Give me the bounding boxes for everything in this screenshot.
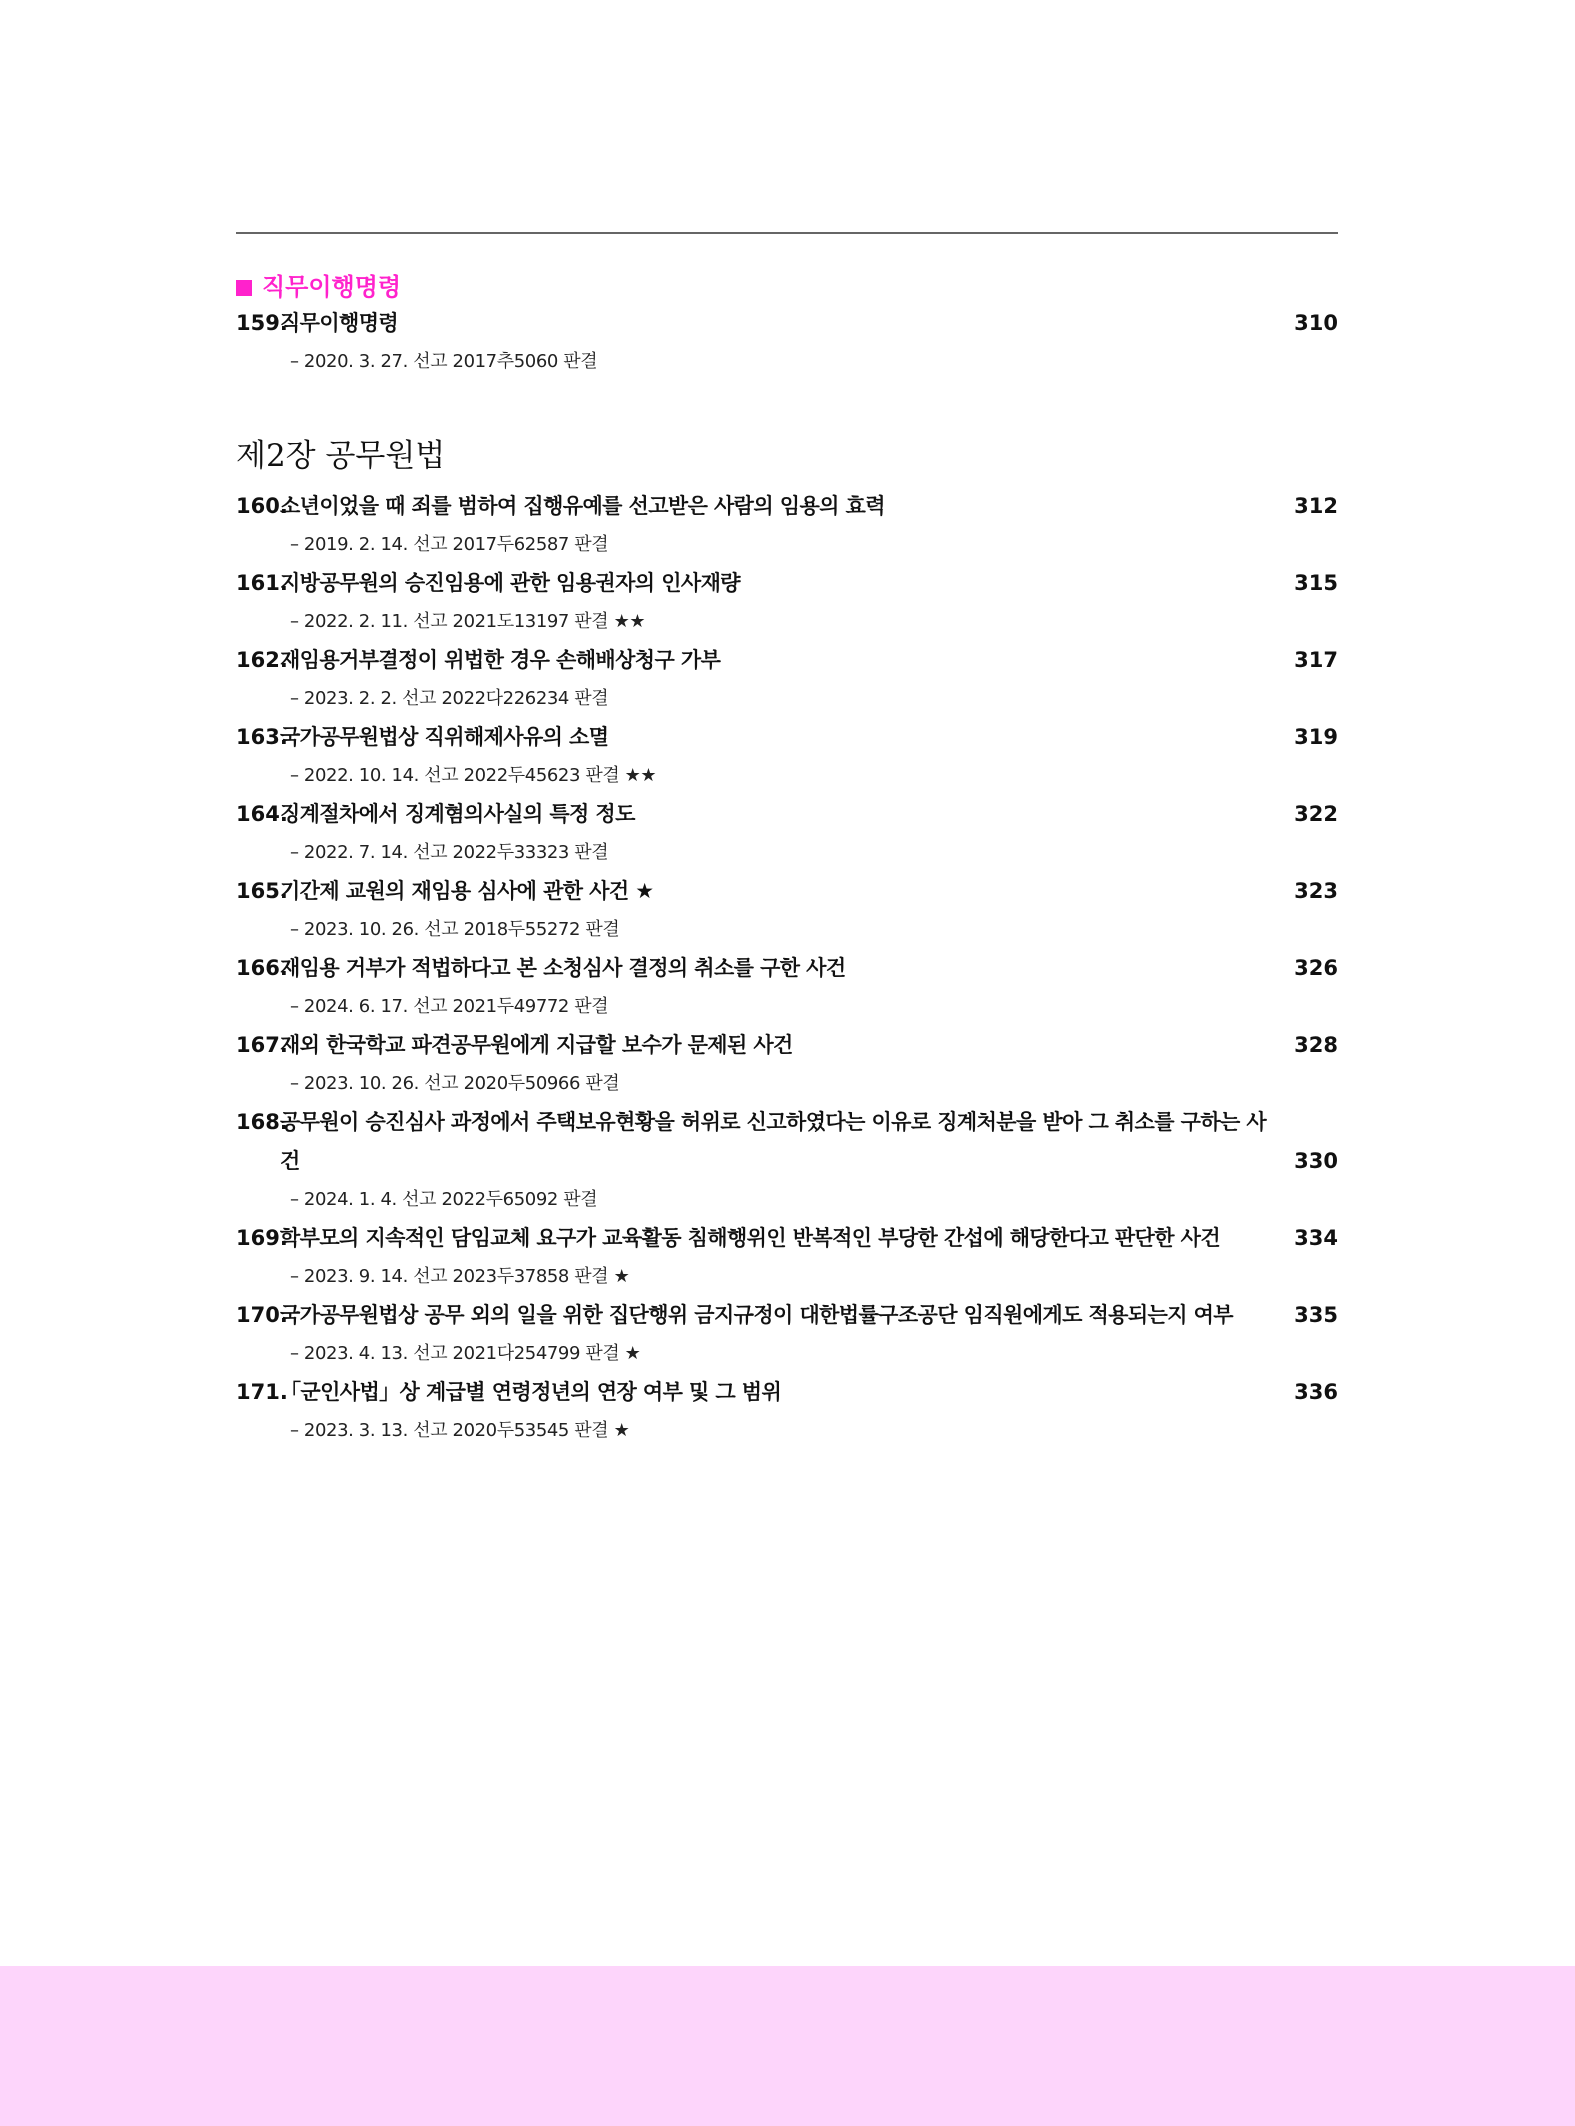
entry-citation: – 2024. 6. 17. 선고 2021두49772 판결 [290,996,609,1017]
entry-title: 징계절차에서 징계혐의사실의 특정 정도 [280,802,635,826]
entry-page-number: 315 [1294,571,1338,595]
toc-entry[interactable] [236,304,1338,381]
entry-title: 직무이행명령 [280,311,399,335]
entry-page-number: 330 [1294,1149,1338,1173]
entry-citation: – 2023. 4. 13. 선고 2021다254799 판결 ★ [290,1343,641,1364]
entry-title: 소년이었을 때 죄를 범하여 집행유예를 선고받은 사람의 임용의 효력 [280,494,885,518]
toc-entry[interactable] [236,487,1338,564]
footer-band [0,1966,1575,2126]
entry-number: 160. [236,494,288,518]
entry-title: 「군인사법」상 계급별 연령정년의 연장 여부 및 그 범위 [280,1380,782,1404]
entry-page-number: 322 [1294,802,1338,826]
entry-number: 168. [236,1110,288,1134]
entry-number: 161. [236,571,288,595]
entry-citation: – 2024. 1. 4. 선고 2022두65092 판결 [290,1189,598,1210]
entry-page-number: 328 [1294,1033,1338,1057]
entry-page-number: 336 [1294,1380,1338,1404]
entry-number: 165. [236,879,288,903]
entry-page-number: 317 [1294,648,1338,672]
entry-page-number: 310 [1294,311,1338,335]
square-bullet-icon [236,280,252,296]
entry-citation: – 2020. 3. 27. 선고 2017추5060 판결 [290,351,598,372]
entry-title: 재임용 거부가 적법하다고 본 소청심사 결정의 취소를 구한 사건 [280,956,846,980]
toc-entry[interactable] [236,1026,1338,1103]
entry-page-number: 323 [1294,879,1338,903]
entry-citation: – 2023. 9. 14. 선고 2023두37858 판결 ★ [290,1266,630,1287]
entry-page-number: 335 [1294,1303,1338,1327]
toc-entry[interactable] [236,1296,1338,1373]
entry-title: 공무원이 승진심사 과정에서 주택보유현황을 허위로 신고하였다는 이유로 징계처분을 받아 그 취소를 구하는 사건 [280,1110,1267,1173]
toc-entry[interactable] [236,1219,1338,1296]
entry-citation: – 2022. 7. 14. 선고 2022두33323 판결 [290,842,609,863]
entry-title: 국가공무원법상 직위해제사유의 소멸 [280,725,609,749]
entry-title: 국가공무원법상 공무 외의 일을 위한 집단행위 금지규정이 대한법률구조공단 임직원에게도 적용되는지 여부 [280,1303,1233,1327]
section-entry-list [236,304,1338,381]
entry-page-number: 312 [1294,494,1338,518]
entry-citation: – 2019. 2. 14. 선고 2017두62587 판결 [290,534,609,555]
entry-page-number: 319 [1294,725,1338,749]
entry-number: 164. [236,802,288,826]
entry-title: 재외 한국학교 파견공무원에게 지급할 보수가 문제된 사건 [280,1033,793,1057]
entry-number: 170. [236,1303,288,1327]
toc-entry[interactable] [236,564,1338,641]
entry-number: 163. [236,725,288,749]
toc-entry[interactable] [236,1373,1338,1450]
entry-citation: – 2023. 3. 13. 선고 2020두53545 판결 ★ [290,1420,630,1441]
toc-entry[interactable] [236,718,1338,795]
toc-entry[interactable] [236,1103,1338,1219]
entry-number: 167. [236,1033,288,1057]
chapter-title: 제2장 공무원법 [236,438,446,474]
entry-title: 기간제 교원의 재임용 심사에 관한 사건 ★ [280,879,654,903]
entry-number: 162. [236,648,288,672]
entry-citation: – 2023. 2. 2. 선고 2022다226234 판결 [290,688,609,709]
entry-citation: – 2023. 10. 26. 선고 2018두55272 판결 [290,919,620,940]
entry-citation: – 2022. 2. 11. 선고 2021도13197 판결 ★★ [290,611,646,632]
toc-content [236,270,1338,1450]
entry-citation: – 2022. 10. 14. 선고 2022두45623 판결 ★★ [290,765,657,786]
entry-number: 166. [236,956,288,980]
toc-entry[interactable] [236,872,1338,949]
entry-number: 169. [236,1226,288,1250]
toc-entry[interactable] [236,949,1338,1026]
toc-entry[interactable] [236,795,1338,872]
chapter-entry-list [236,487,1338,1450]
entry-citation: – 2023. 10. 26. 선고 2020두50966 판결 [290,1073,620,1094]
entry-page-number: 334 [1294,1226,1338,1250]
entry-title: 학부모의 지속적인 담임교체 요구가 교육활동 침해행위인 반복적인 부당한 간섭에 해당한다고 판단한 사건 [280,1226,1221,1250]
entry-page-number: 326 [1294,956,1338,980]
entry-title: 재임용거부결정이 위법한 경우 손해배상청구 가부 [280,648,721,672]
entry-number: 159. [236,311,288,335]
header-rule [236,232,1338,234]
section-heading-text: 직무이행명령 [262,273,402,301]
toc-entry[interactable] [236,641,1338,718]
entry-number: 171. [236,1380,288,1404]
entry-title: 지방공무원의 승진임용에 관한 임용권자의 인사재량 [280,571,740,595]
section-heading [236,270,1338,304]
